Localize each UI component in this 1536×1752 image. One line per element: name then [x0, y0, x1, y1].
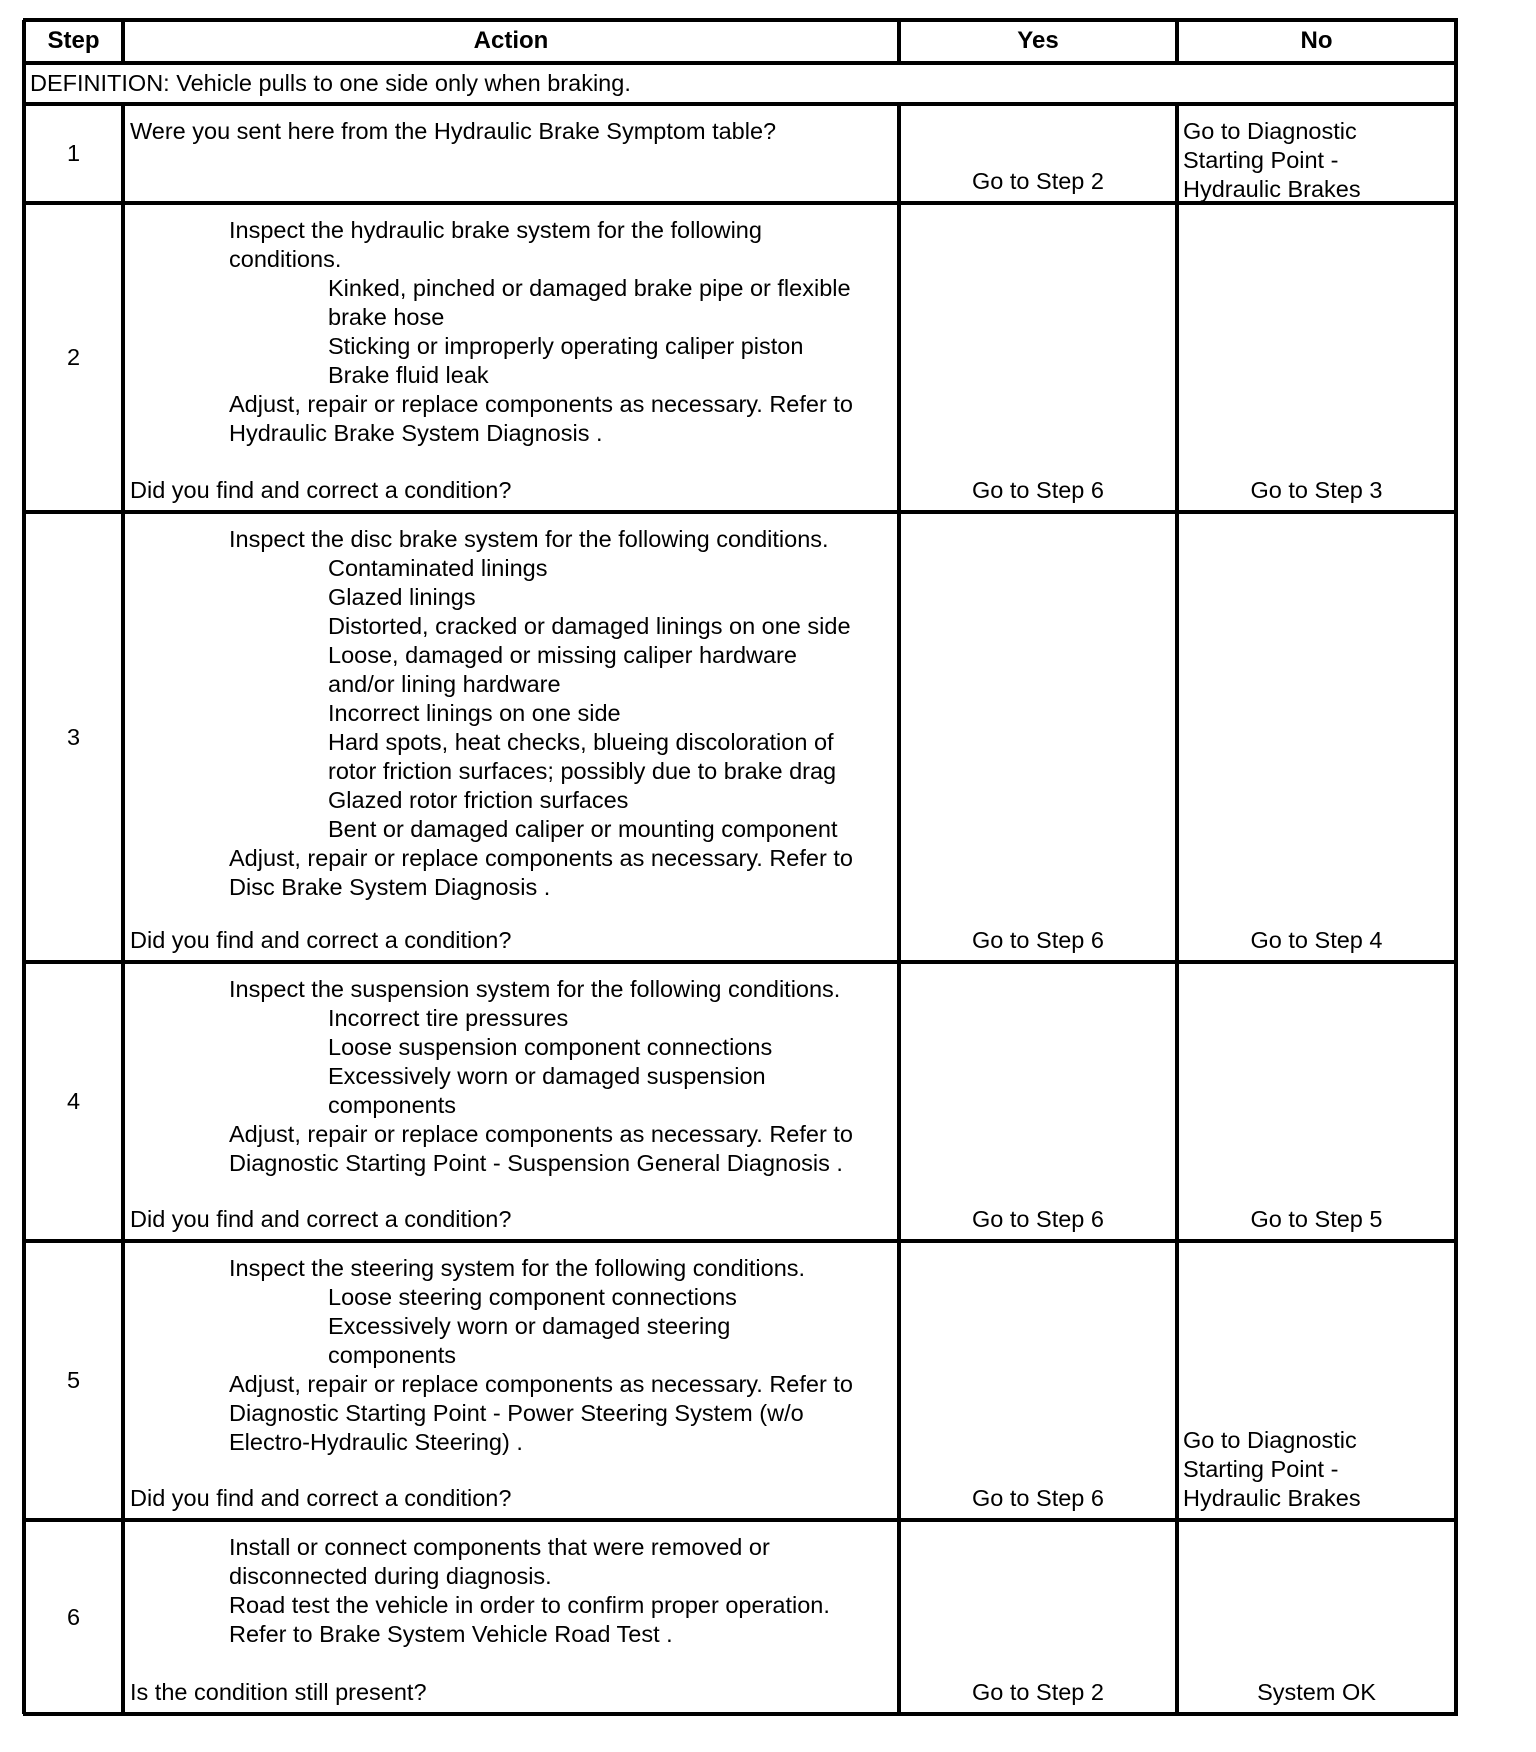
row-rule	[23, 102, 1458, 106]
no-result-line: Go to Diagnostic	[1183, 1427, 1357, 1453]
condition-item: components	[328, 1092, 457, 1118]
action-intro-line: Road test the vehicle in order to confirm proper operation.	[229, 1592, 830, 1618]
action-reference-line: Hydraulic Brake System Diagnosis .	[229, 420, 603, 446]
row-rule	[23, 1239, 1458, 1243]
row-rule	[23, 510, 1458, 514]
yes-result: Go to Step 6	[972, 1485, 1104, 1511]
table-border-right	[1454, 20, 1458, 1714]
action-reference-line: Adjust, repair or replace components as necessary. Refer to	[229, 1371, 853, 1397]
condition-item: brake hose	[328, 304, 445, 330]
definition-text: DEFINITION: Vehicle pulls to one side only when braking.	[30, 70, 631, 96]
condition-item: Contaminated linings	[328, 555, 548, 581]
no-result: Go to Step 4	[1250, 927, 1383, 953]
action-intro-line: Inspect the disc brake system for the following conditions.	[229, 526, 829, 552]
condition-item: Incorrect linings on one side	[328, 700, 621, 726]
action-intro-line: Inspect the steering system for the following conditions.	[229, 1255, 806, 1281]
yes-result: Go to Step 2	[972, 1679, 1104, 1705]
action-question: Were you sent here from the Hydraulic Brake Symptom table?	[130, 118, 777, 144]
action-reference-line: Adjust, repair or replace components as necessary. Refer to	[229, 1121, 853, 1147]
step-number: 2	[66, 344, 81, 370]
no-result-line: Hydraulic Brakes	[1183, 1485, 1361, 1511]
condition-item: Hard spots, heat checks, blueing discoloration of	[328, 729, 834, 755]
action-question: Did you find and correct a condition?	[130, 1206, 512, 1232]
action-question: Did you find and correct a condition?	[130, 477, 512, 503]
condition-item: Excessively worn or damaged suspension	[328, 1063, 766, 1089]
row-rule	[23, 61, 1458, 65]
step-number: 4	[66, 1088, 81, 1114]
action-reference-line: Diagnostic Starting Point - Suspension General Diagnosis .	[229, 1150, 843, 1176]
condition-item: Glazed rotor friction surfaces	[328, 787, 629, 813]
yes-result: Go to Step 6	[972, 927, 1104, 953]
no-column-header: No	[1300, 27, 1333, 54]
condition-item: Glazed linings	[328, 584, 476, 610]
no-result: Go to Step 5	[1250, 1206, 1383, 1232]
yes-result: Go to Step 2	[972, 168, 1104, 194]
row-rule	[23, 960, 1458, 964]
yes-result: Go to Step 6	[972, 1206, 1104, 1232]
no-result-line: Starting Point -	[1183, 147, 1339, 173]
no-result-line: Starting Point -	[1183, 1456, 1339, 1482]
step-column-header: Step	[47, 27, 100, 54]
action-question: Did you find and correct a condition?	[130, 927, 512, 953]
condition-item: Loose steering component connections	[328, 1284, 737, 1310]
action-reference-line: Electro-Hydraulic Steering) .	[229, 1429, 523, 1455]
action-question: Is the condition still present?	[130, 1679, 427, 1705]
condition-item: Sticking or improperly operating caliper piston	[328, 333, 804, 359]
condition-item: Distorted, cracked or damaged linings on one side	[328, 613, 851, 639]
row-rule	[23, 1518, 1458, 1522]
action-reference-line: Adjust, repair or replace components as necessary. Refer to	[229, 391, 853, 417]
condition-item: Loose, damaged or missing caliper hardware	[328, 642, 797, 668]
condition-item: Excessively worn or damaged steering	[328, 1313, 731, 1339]
action-intro-line: Refer to Brake System Vehicle Road Test .	[229, 1621, 673, 1647]
action-intro-line: Inspect the hydraulic brake system for the following	[229, 217, 762, 243]
condition-item: Bent or damaged caliper or mounting component	[328, 816, 838, 842]
condition-item: rotor friction surfaces; possibly due to brake drag	[328, 758, 837, 784]
action-column-header: Action	[473, 27, 549, 54]
column-rule	[897, 104, 901, 1714]
action-question: Did you find and correct a condition?	[130, 1485, 512, 1511]
no-result: System OK	[1257, 1679, 1376, 1705]
action-intro-line: Install or connect components that were removed or	[229, 1534, 770, 1560]
condition-item: Loose suspension component connections	[328, 1034, 773, 1060]
action-reference-line: Adjust, repair or replace components as necessary. Refer to	[229, 845, 853, 871]
row-rule	[23, 1712, 1458, 1716]
yes-result: Go to Step 6	[972, 477, 1104, 503]
step-number: 1	[66, 140, 81, 166]
no-result-line: Go to Diagnostic	[1183, 118, 1357, 144]
action-reference-line: Disc Brake System Diagnosis .	[229, 874, 551, 900]
step-number: 6	[66, 1603, 81, 1630]
no-result: Go to Step 3	[1250, 477, 1383, 503]
action-intro-line: Inspect the suspension system for the following conditions.	[229, 976, 841, 1002]
yes-column-header: Yes	[1017, 27, 1059, 54]
condition-item: Incorrect tire pressures	[328, 1005, 569, 1031]
step-number: 3	[66, 723, 81, 750]
condition-item: and/or lining hardware	[328, 671, 561, 697]
action-intro-line: conditions.	[229, 246, 342, 272]
table-border-left	[22, 20, 26, 1714]
condition-item: Brake fluid leak	[328, 362, 489, 388]
action-reference-line: Diagnostic Starting Point - Power Steering System (w/o	[229, 1400, 804, 1426]
condition-item: components	[328, 1342, 457, 1368]
no-result-line: Hydraulic Brakes	[1183, 176, 1361, 202]
condition-item: Kinked, pinched or damaged brake pipe or flexible	[328, 275, 851, 301]
action-intro-line: disconnected during diagnosis.	[229, 1563, 552, 1589]
column-rule	[1175, 104, 1179, 1714]
step-number: 5	[66, 1367, 81, 1393]
